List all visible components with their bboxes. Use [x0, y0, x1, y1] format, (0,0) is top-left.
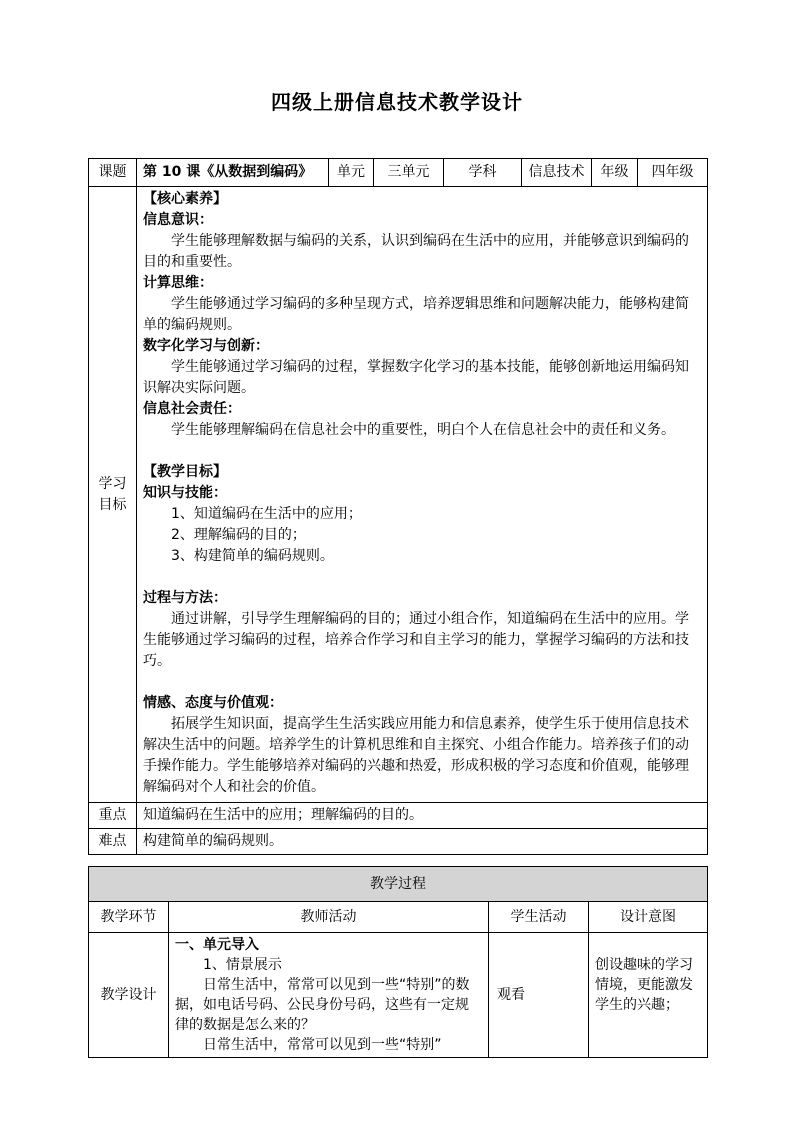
col-intent: 设计意图 [589, 902, 708, 933]
knowledge-item: 1、知道编码在生活中的应用； [171, 506, 362, 522]
teacher-text: 日常生活中，常常可以见到一些“特别”的数据，如电话号码、公民身份号码，这些有一定规律的数据是怎么来的？ [175, 977, 470, 1033]
objectives-row [89, 187, 708, 803]
knowledge-item: 2、理解编码的目的； [171, 527, 306, 543]
computational-text: 学生能够通过学习编码的多种呈现方式，培养逻辑思维和问题解决能力，能够构建简单的编码规则。 [143, 296, 689, 333]
teacher-activity [169, 933, 489, 1058]
subject-label: 学科 [444, 159, 522, 187]
info-awareness-text: 学生能够理解数据与编码的关系，认识到编码在生活中的应用，并能够意识到编码的目的和重要性。 [143, 233, 689, 270]
grade-label: 年级 [592, 159, 638, 187]
key-point-label: 重点 [89, 803, 137, 829]
row-stage: 教学设计 [89, 933, 169, 1058]
objectives-side-label-1: 学习 [98, 475, 127, 492]
unit-value: 三单元 [374, 159, 444, 187]
subject-value: 信息技术 [522, 159, 592, 187]
col-stage: 教学环节 [89, 902, 169, 933]
social-text: 学生能够理解编码在信息社会中的重要性，明白个人在信息社会中的责任和义务。 [171, 422, 675, 438]
emotion-text: 拓展学生知识面，提高学生生活实践应用能力和信息素养，使学生乐于使用信息技术解决生活中的问题。培养学生的计算机思维和自主探究、小组合作能力。培养孩子们的动手操作能力。学生能够培养对编码的兴趣和热爱，形成积极的学习态度和价值观，能够理解编码对个人和社会的价值。 [143, 716, 689, 795]
knowledge-item: 3、构建简单的编码规则。 [171, 548, 334, 564]
objectives-content [137, 187, 708, 803]
student-activity: 观看 [489, 933, 589, 1058]
key-point-text: 知道编码在生活中的应用；理解编码的目的。 [137, 803, 708, 829]
lesson-info-table [88, 158, 708, 855]
difficulty-text: 构建简单的编码规则。 [137, 829, 708, 855]
social-heading: 信息社会责任： [143, 401, 241, 417]
process-title-row [89, 867, 708, 902]
lesson-label: 课题 [89, 159, 137, 187]
process-heading: 过程与方法： [143, 590, 227, 606]
objectives-side-label [89, 187, 137, 803]
computational-heading: 计算思维： [143, 275, 213, 291]
digital-text: 学生能够通过学习编码的过程，掌握数字化学习的基本技能，能够创新地运用编码知识解决实际问题。 [143, 359, 689, 396]
grade-value: 四年级 [638, 159, 708, 187]
core-heading: 【核心素养】 [143, 191, 227, 207]
digital-heading: 数字化学习与创新： [143, 338, 269, 354]
design-row [89, 933, 708, 1058]
header-row [89, 159, 708, 187]
info-awareness-heading: 信息意识： [143, 212, 213, 228]
unit-label: 单元 [329, 159, 374, 187]
teacher-heading: 一、单元导入 [175, 937, 259, 953]
emotion-heading: 情感、态度与价值观： [143, 695, 283, 711]
objectives-side-label-2: 目标 [98, 496, 127, 513]
process-header-row [89, 902, 708, 933]
knowledge-heading: 知识与技能： [143, 485, 227, 501]
page-title: 四级上册信息技术教学设计 [271, 90, 523, 114]
difficulty-row [89, 829, 708, 855]
difficulty-label: 难点 [89, 829, 137, 855]
teacher-sub: 1、情景展示 [203, 957, 282, 973]
teacher-text-2: 日常生活中，常常可以见到一些“特别” [203, 1037, 442, 1053]
process-title: 教学过程 [89, 867, 708, 902]
col-teacher: 教师活动 [169, 902, 489, 933]
lesson-value: 第 10 课《从数据到编码》 [137, 159, 329, 187]
process-table [88, 866, 708, 1058]
teaching-goal-heading: 【教学目标】 [143, 464, 227, 480]
process-text: 通过讲解，引导学生理解编码的目的；通过小组合作，知道编码在生活中的应用。学生能够通过学习编码的过程，培养合作学习和自主学习的能力，掌握学习编码的方法和技巧。 [143, 611, 689, 669]
col-student: 学生活动 [489, 902, 589, 933]
key-point-row [89, 803, 708, 829]
design-intent: 创设趣味的学习情境，更能激发学生的兴趣； [589, 933, 708, 1058]
